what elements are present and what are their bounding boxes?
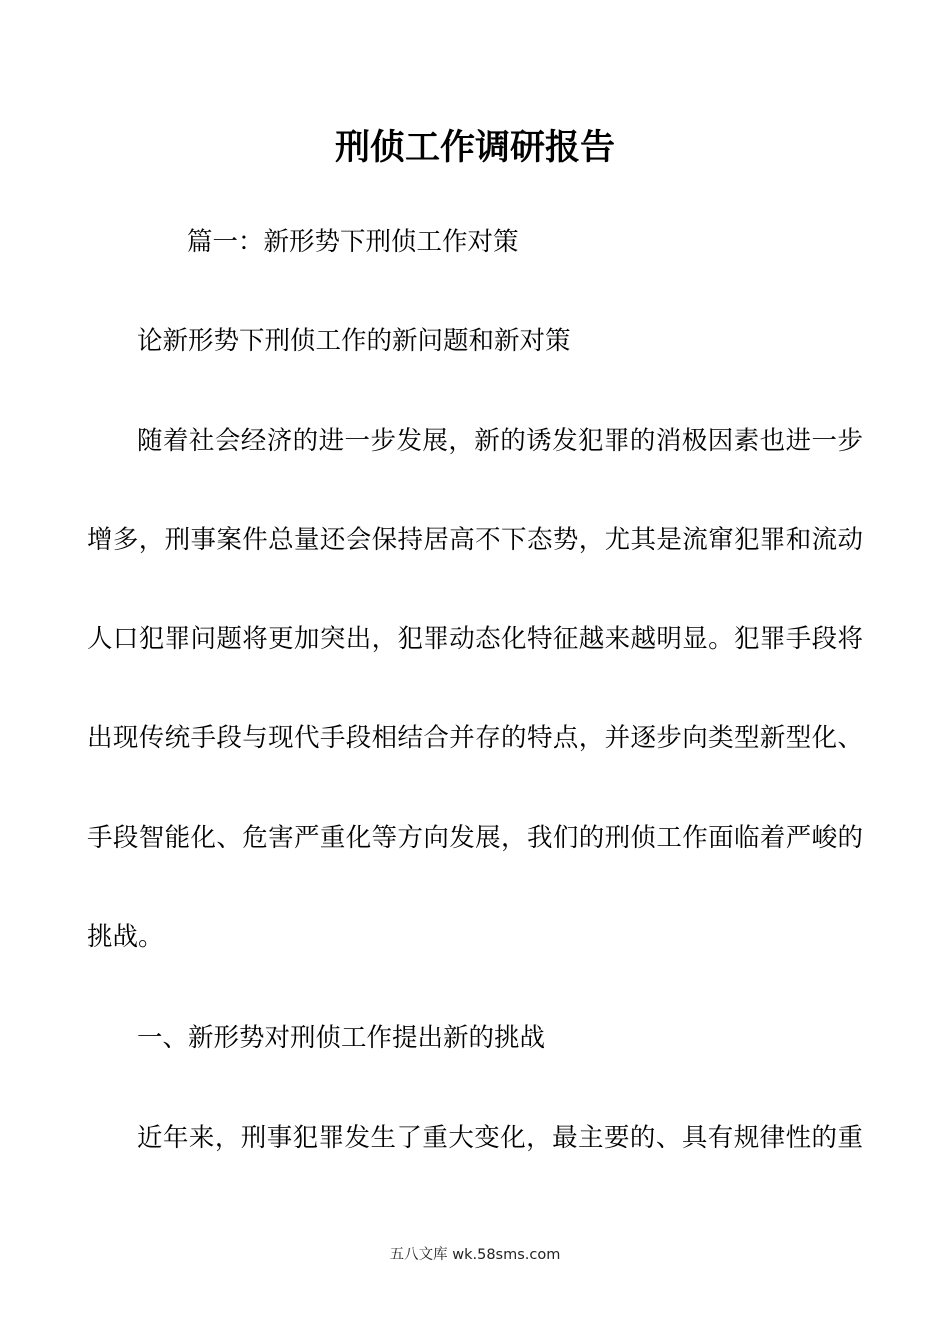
paragraph-1-line-1: 随着社会经济的进一步发展，新的诱发犯罪的消极因素也进一步 [137, 426, 863, 456]
paragraph-1-line-4: 出现传统手段与现代手段相结合并存的特点，并逐步向类型新型化、 [87, 723, 863, 753]
paragraph-1-line-3: 人口犯罪问题将更加突出，犯罪动态化特征越来越明显。犯罪手段将 [87, 624, 863, 654]
paragraph-1-line-2: 增多，刑事案件总量还会保持居高不下态势，尤其是流窜犯罪和流动 [87, 525, 863, 555]
footer-watermark: 五八文库 wk.58sms.com [389, 1247, 561, 1263]
paragraph-2-line-1: 近年来，刑事犯罪发生了重大变化，最主要的、具有规律性的重 [137, 1123, 863, 1153]
section-1-heading: 一、新形势对刑侦工作提出新的挑战 [137, 1023, 546, 1053]
document-subtitle: 论新形势下刑侦工作的新问题和新对策 [137, 326, 571, 356]
chapter-heading: 篇一：新形势下刑侦工作对策 [187, 227, 519, 257]
paragraph-1-line-5: 手段智能化、危害严重化等方向发展，我们的刑侦工作面临着严峻的 [87, 823, 863, 853]
paragraph-1-line-6: 挑战。 [87, 922, 164, 952]
document-title: 刑侦工作调研报告 [334, 128, 615, 168]
